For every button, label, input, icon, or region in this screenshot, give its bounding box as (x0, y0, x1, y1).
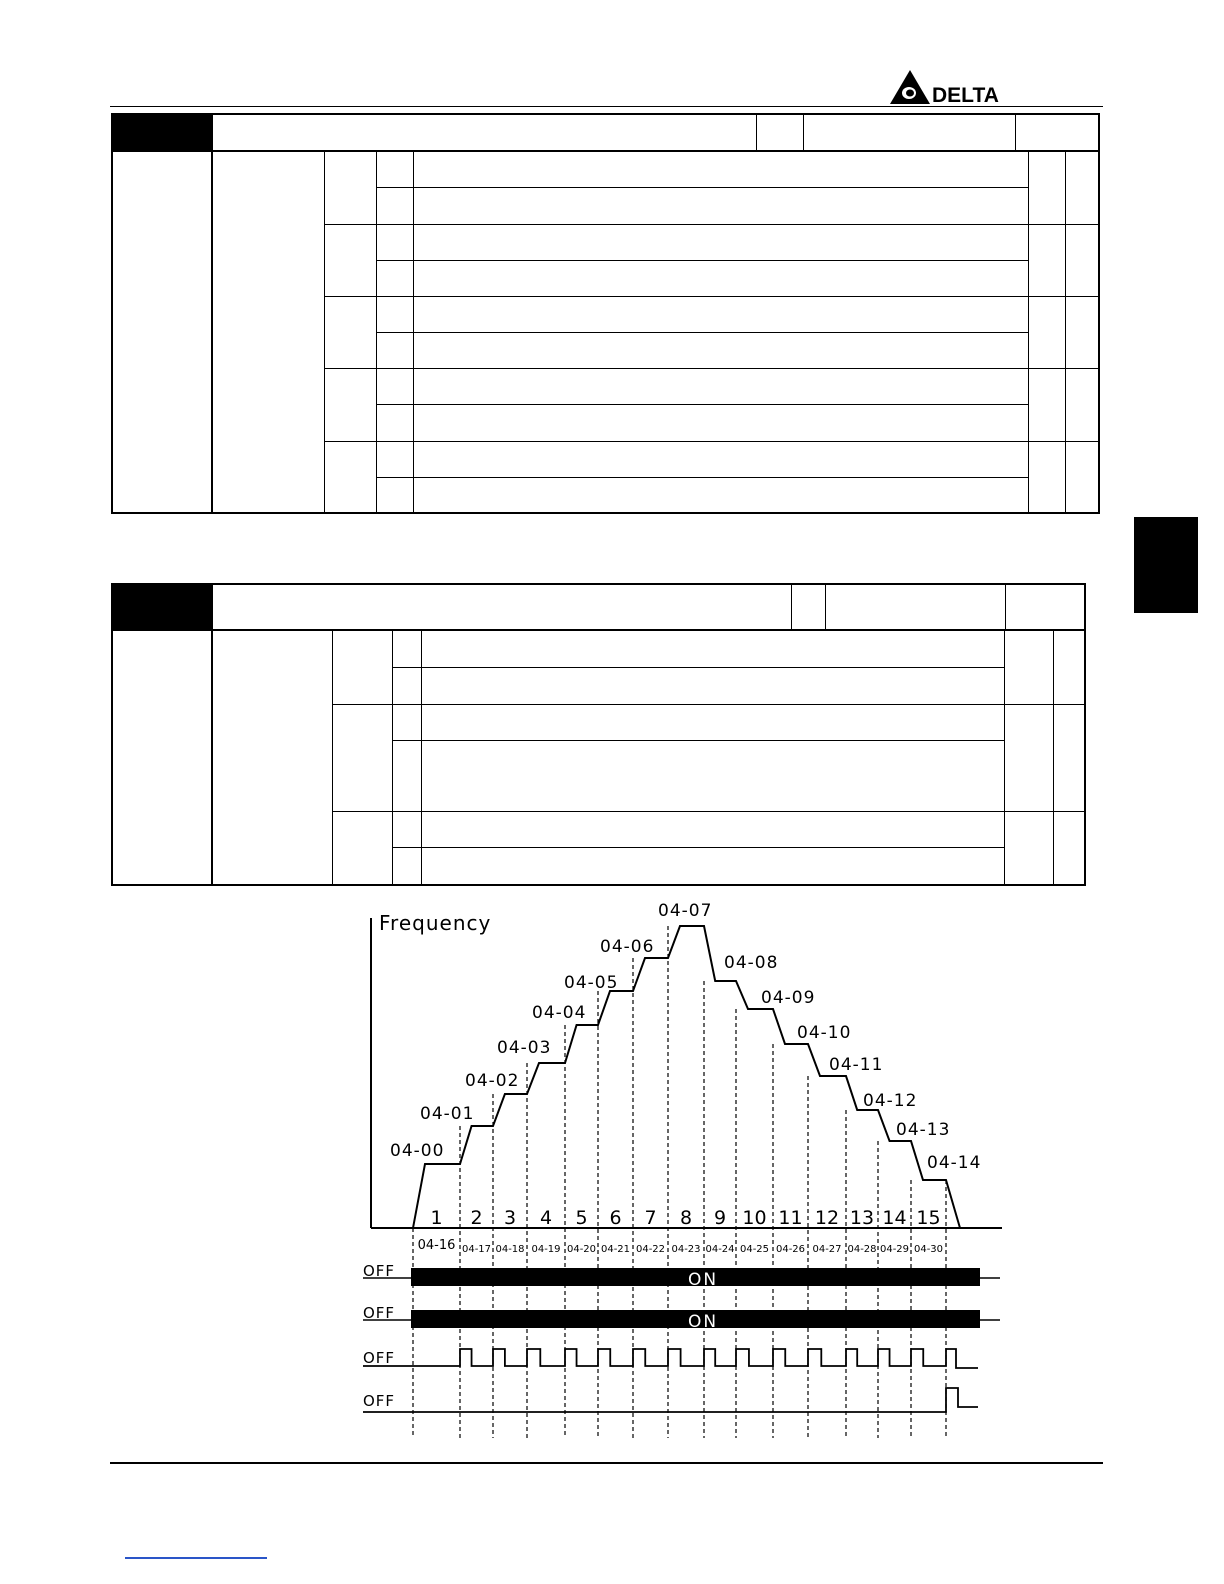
chapter-tab (1134, 517, 1198, 613)
signal-off-label: OFF (363, 1349, 396, 1367)
frequency-label: 04-04 (532, 1003, 587, 1023)
time-label: 04-20 (566, 1244, 597, 1255)
time-label: 04-18 (495, 1244, 525, 1255)
step-number: 6 (609, 1207, 622, 1229)
step-number: 5 (575, 1207, 588, 1229)
signal-off-label: OFF (363, 1392, 396, 1410)
frequency-label: 04-06 (600, 937, 655, 957)
frequency-label: 04-05 (564, 973, 619, 993)
delta-logo (888, 68, 1000, 106)
step-number: 12 (814, 1207, 840, 1229)
time-label: 04-23 (671, 1244, 701, 1255)
frequency-label: 04-02 (465, 1071, 520, 1091)
step-number: 9 (713, 1207, 727, 1229)
frequency-label: 04-08 (724, 953, 779, 973)
time-label: 04-26 (775, 1244, 806, 1255)
step-number: 8 (679, 1207, 693, 1229)
frequency-label: 04-07 (658, 901, 713, 921)
time-label: 04-30 (913, 1244, 944, 1255)
frequency-label: 04-10 (797, 1023, 852, 1043)
y-axis-label: Frequency (379, 911, 492, 935)
time-label: 04-25 (739, 1244, 770, 1255)
step-number: 11 (778, 1207, 803, 1229)
signal-on-label: ON (687, 1270, 719, 1290)
frequency-label: 04-09 (761, 988, 816, 1008)
parameter-table-bottom (111, 583, 1086, 886)
time-label: 04-24 (705, 1244, 735, 1255)
step-number: 2 (470, 1207, 483, 1229)
time-label: 04-16 (417, 1238, 456, 1253)
step-pulse-signal (363, 1349, 978, 1368)
step-number: 1 (430, 1207, 443, 1229)
step-number: 4 (539, 1207, 553, 1229)
footer-rule (110, 1462, 1103, 1464)
frequency-label: 04-01 (420, 1104, 475, 1124)
parameter-code-cell (113, 115, 211, 151)
time-label: 04-28 (847, 1244, 877, 1255)
parameter-code-cell (113, 585, 211, 629)
signal-off-label: OFF (363, 1304, 396, 1322)
frequency-label: 04-14 (927, 1153, 982, 1173)
step-number: 7 (644, 1207, 657, 1229)
frequency-label: 04-11 (829, 1055, 884, 1075)
multi-step-speed-diagram (350, 890, 1010, 1450)
step-number: 3 (503, 1207, 517, 1229)
header-rule (110, 106, 1103, 107)
footer-link[interactable] (125, 1557, 267, 1559)
step-number: 15 (916, 1207, 941, 1229)
time-label: 04-22 (635, 1244, 666, 1255)
frequency-label: 04-03 (497, 1038, 552, 1058)
signal-off-label: OFF (363, 1262, 396, 1280)
time-label: 04-29 (879, 1244, 910, 1255)
step-number: 10 (742, 1207, 767, 1229)
time-label: 04-19 (531, 1244, 561, 1255)
frequency-label: 04-00 (390, 1141, 445, 1161)
time-label: 04-17 (461, 1244, 492, 1255)
logo-text: DELTA (932, 84, 999, 106)
parameter-table-top (111, 113, 1100, 514)
end-pulse-signal (363, 1388, 978, 1412)
time-label: 04-21 (600, 1244, 631, 1255)
frequency-label: 04-12 (863, 1091, 918, 1111)
signal-on-label: ON (687, 1312, 719, 1332)
step-number: 14 (882, 1207, 907, 1229)
time-label: 04-27 (812, 1244, 842, 1255)
step-number: 13 (849, 1207, 875, 1229)
frequency-label: 04-13 (896, 1120, 951, 1140)
